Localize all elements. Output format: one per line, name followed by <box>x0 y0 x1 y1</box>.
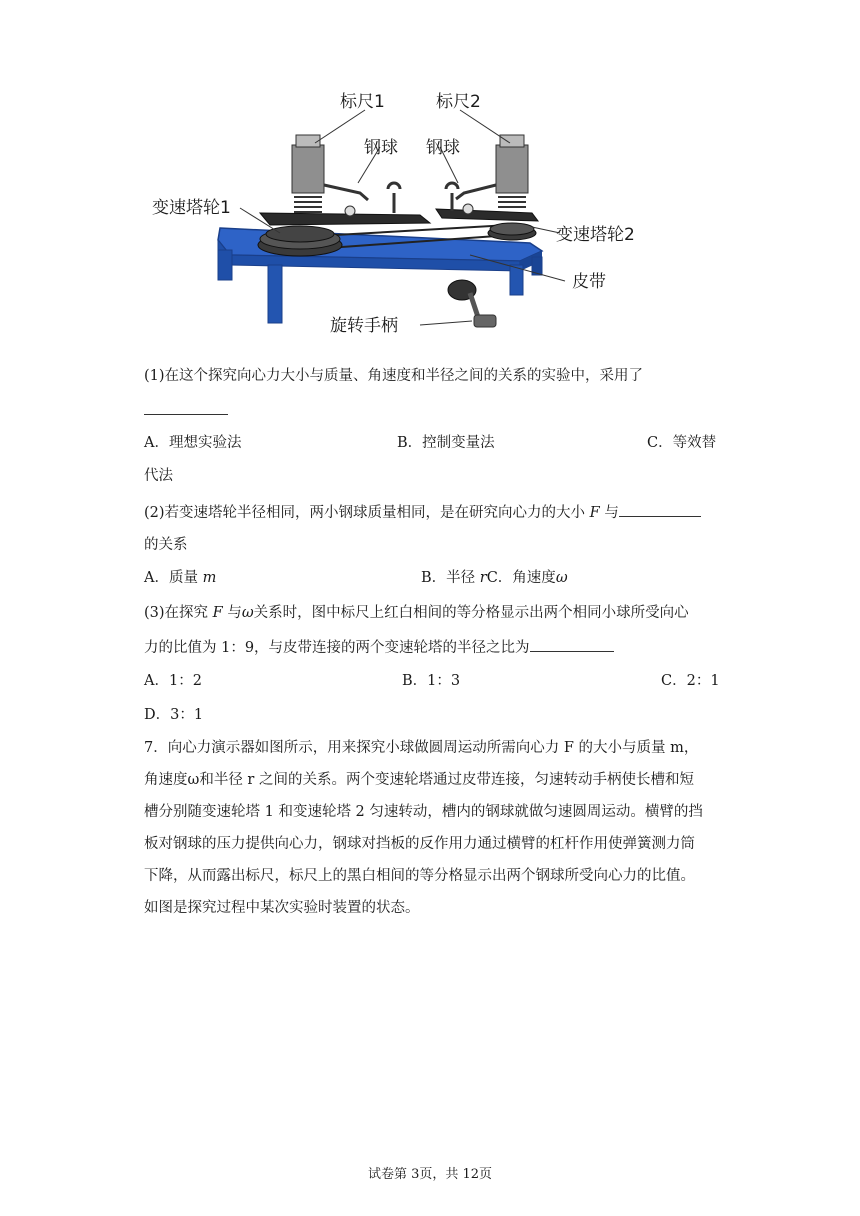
question-2-line-2: 的关系 <box>144 537 188 553</box>
ball-1-label: 钢球 <box>364 138 398 158</box>
centripetal-force-apparatus-diagram <box>140 85 660 347</box>
handle-label: 旋转手柄 <box>330 316 398 336</box>
ruler-1 <box>292 145 324 193</box>
q2-option-a: A．质量 m <box>144 570 217 586</box>
table-leg <box>268 265 282 323</box>
ball-2-label: 钢球 <box>426 138 460 158</box>
long-slot <box>260 213 430 225</box>
steel-ball-1 <box>345 206 355 216</box>
question-3-line-2: 力的比值为 1：9，与皮带连接的两个变速轮塔的半径之比为 <box>144 637 614 658</box>
q2-var-f: F <box>589 505 600 521</box>
crank-handle <box>474 315 496 327</box>
table-leg <box>218 250 232 280</box>
belt-label: 皮带 <box>572 272 606 292</box>
page-footer: 试卷第 3页，共 12页 <box>367 1167 493 1182</box>
q1-option-c-continued: 代法 <box>144 468 173 484</box>
question-3-line-1: (3)在探究 F 与ω关系时，图中标尺上红白相间的等分格显示出两个相同小球所受向心 <box>144 605 689 621</box>
steel-ball-2 <box>463 204 473 214</box>
q1-option-b: B．控制变量法 <box>397 435 495 451</box>
q3-option-a: A．1：2 <box>144 673 202 689</box>
q7-line-4: 板对钢球的压力提供向心力，钢球对挡板的反作用力通过横臂的杠杆作用使弹簧测力筒 <box>144 836 695 852</box>
q1-option-a: A．理想实验法 <box>144 435 242 451</box>
q7-line-6: 如图是探究过程中某次实验时装置的状态。 <box>144 900 420 916</box>
crank-arm <box>470 293 478 317</box>
q3-option-c: C．2：1 <box>661 673 720 689</box>
ruler-2 <box>496 145 528 193</box>
q2-text: (2)若变速塔轮半径相同，两小钢球质量相同，是在研究向心力的大小 <box>144 505 586 521</box>
q7-line-2: 角速度ω和半径 r 之间的关系。两个变速轮塔通过皮带连接，匀速转动手柄使长槽和短 <box>144 772 694 788</box>
answer-blank-1 <box>144 400 228 421</box>
tower-2-label: 变速塔轮2 <box>556 225 635 245</box>
q1-option-c: C．等效替 <box>647 435 717 451</box>
tower-1-label: 变速塔轮1 <box>152 198 231 218</box>
apparatus-figure <box>140 85 660 347</box>
q2-option-b-c: B．半径 rC．角速度ω <box>421 570 568 586</box>
table-leg <box>510 265 523 295</box>
q2-text-yu: 与 <box>604 505 619 521</box>
question-1-text: (1)在这个探究向心力大小与质量、角速度和半径之间的关系的实验中，采用了 <box>144 368 644 384</box>
q3-option-b: B．1：3 <box>402 673 461 689</box>
question-2-line-1 <box>144 502 701 523</box>
q3-option-d: D．3：1 <box>144 707 204 723</box>
ruler-1-label: 标尺1 <box>340 92 385 112</box>
q7-line-1: 7．向心力演示器如图所示，用来探究小球做圆周运动所需向心力 F 的大小与质量 m， <box>144 740 699 756</box>
q7-line-3: 槽分别随变速轮塔 1 和变速轮塔 2 匀速转动，槽内的钢球就做匀速圆周运动。横臂的挡 <box>144 804 703 820</box>
ruler-2-label: 标尺2 <box>436 92 481 112</box>
answer-blank-3 <box>530 637 614 652</box>
answer-blank-2 <box>619 502 701 517</box>
q7-line-5: 下降，从而露出标尺，标尺上的黑白相间的等分格显示出两个钢球所受向心力的比值。 <box>144 868 695 884</box>
